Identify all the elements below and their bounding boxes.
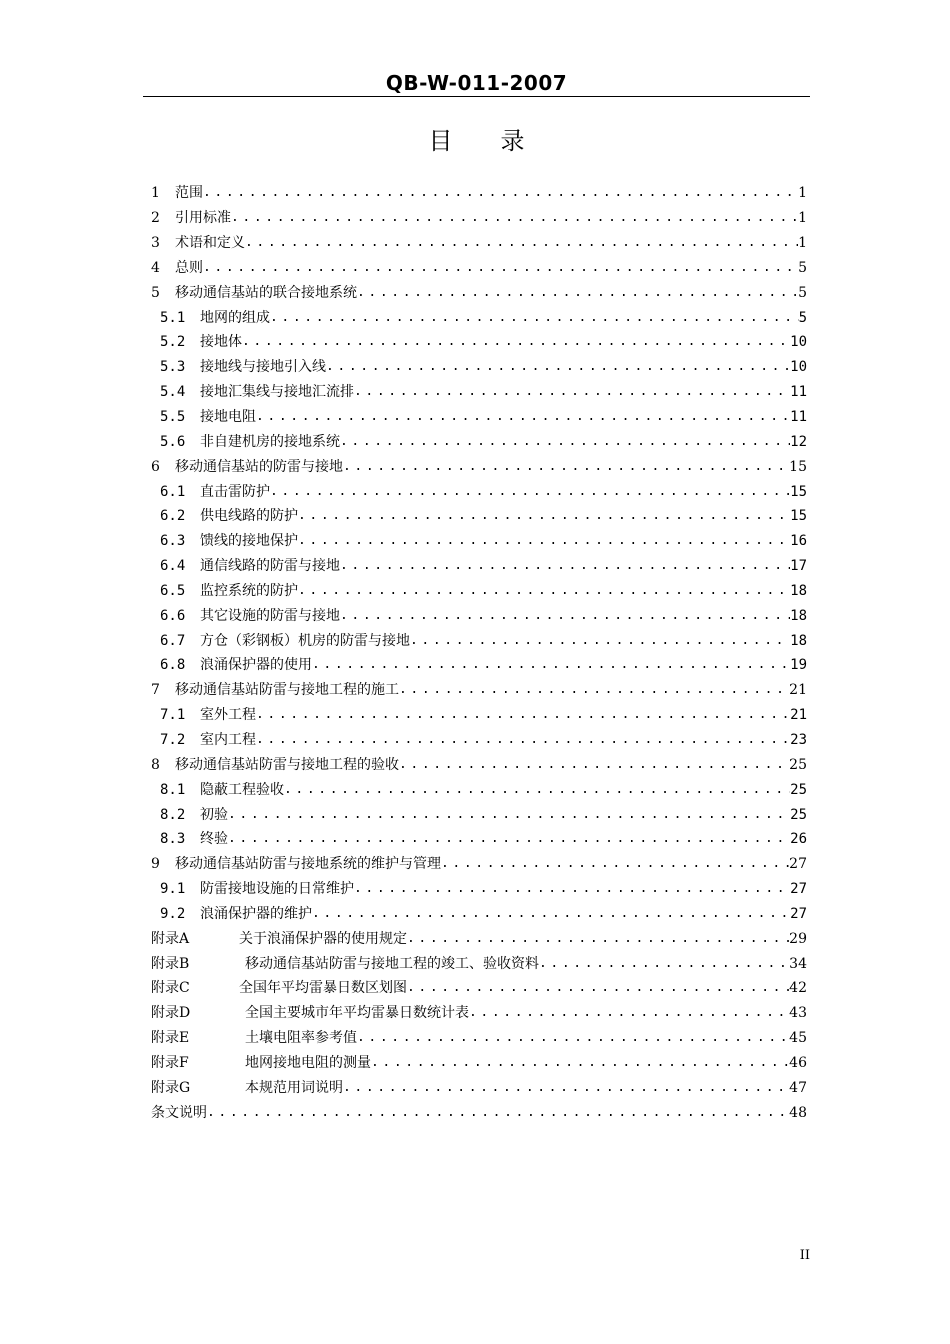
toc-entry-number: 附录C [151,980,190,997]
toc-entry-number: 附录A [151,930,190,947]
toc-dot-leader [256,706,790,724]
toc-entry-page: 45 [789,1030,807,1047]
toc-entry-page: 1 [798,235,807,252]
toc-entry-label: 接地体 [200,334,242,351]
toc-dot-leader [256,408,790,426]
toc-dot-leader [410,632,790,650]
toc-entry-number: 7.1 [160,707,186,724]
toc-entry-label: 浪涌保护器的使用 [200,657,312,674]
toc-entry-label: 地网的组成 [200,309,270,326]
toc-dot-leader [371,1054,789,1072]
toc-entry-number: 2 [151,210,160,227]
toc-dot-leader [354,880,790,898]
toc-entry-page: 21 [789,682,807,699]
toc-dot-leader [231,209,798,227]
toc-entry-number: 6.4 [160,558,186,575]
toc-entry-page: 48 [789,1104,807,1121]
toc-dot-leader [228,830,790,848]
toc-entry-number: 5.5 [160,409,186,426]
toc-entry-label: 全国年平均雷暴日数区划图 [239,980,407,997]
toc-title: 目 录 [428,127,525,155]
toc-entry-label: 室外工程 [200,707,256,724]
toc-entry[interactable] [151,479,807,504]
toc-dot-leader [207,1104,789,1122]
toc-entry[interactable] [151,554,807,579]
toc-entry[interactable] [151,231,807,256]
toc-dot-leader [340,433,790,451]
toc-entry-label: 关于浪涌保护器的使用规定 [239,930,407,947]
toc-entry-number: 5 [151,284,160,301]
toc-dot-leader [343,458,789,476]
toc-dot-leader [242,333,790,351]
toc-entry-label: 移动通信基站防雷与接地系统的维护与管理 [175,856,441,873]
toc-entry-page: 27 [790,905,807,922]
toc-dot-leader [298,532,790,550]
toc-dot-leader [298,507,790,525]
toc-entry-page: 18 [790,632,807,649]
toc-entry-number: 9 [151,856,160,873]
toc-entry[interactable] [151,752,807,777]
toc-entry-label: 移动通信基站的防雷与接地 [175,458,343,475]
toc-entry-page: 34 [789,955,807,972]
toc-dot-leader [469,1004,789,1022]
toc-entry-label: 范围 [175,185,203,202]
toc-entry-page: 5 [798,309,807,326]
toc-entry-number: 8.2 [160,806,186,823]
toc-entry[interactable] [151,703,807,728]
toc-entry-page: 5 [798,259,807,276]
toc-entry-number: 3 [151,235,160,252]
toc-dot-leader [441,855,789,873]
toc-entry[interactable] [151,926,807,951]
toc-entry[interactable] [151,603,807,628]
toc-entry-page: 10 [790,359,807,376]
toc-entry-page: 25 [790,806,807,823]
header-rule [143,96,810,97]
toc-entry-number: 6.7 [160,632,186,649]
toc-entry-number: 9.1 [160,881,186,898]
toc-entry[interactable] [151,653,807,678]
toc-entry-number: 1 [151,185,160,202]
toc-entry-page: 27 [789,856,807,873]
toc-entry[interactable] [151,777,807,802]
toc-entry-number: 附录G [151,1079,191,1096]
toc-entry-page: 12 [790,433,807,450]
toc-entry-label: 直击雷防护 [200,483,270,500]
toc-dot-leader [399,681,789,699]
toc-entry-page: 5 [798,284,807,301]
toc-entry-page: 15 [790,483,807,500]
toc-entry-number: 6.1 [160,483,186,500]
toc-entry-label: 非自建机房的接地系统 [200,433,340,450]
toc-entry-label: 通信线路的防雷与接地 [200,558,340,575]
toc-entry[interactable] [151,504,807,529]
toc-entry[interactable] [151,802,807,827]
toc-dot-leader [203,184,798,202]
toc-entry[interactable] [151,1051,807,1076]
toc-entry[interactable] [151,877,807,902]
toc-entry-page: 16 [790,533,807,550]
toc-entry-number: 6.5 [160,582,186,599]
toc-dot-leader [312,656,790,674]
toc-entry-label: 浪涌保护器的维护 [200,905,312,922]
toc-entry-page: 17 [790,558,807,575]
toc-entry-number: 6.6 [160,607,186,624]
toc-entry-label: 移动通信基站的联合接地系统 [175,284,357,301]
toc-dot-leader [270,309,799,327]
toc-dot-leader [343,1079,789,1097]
toc-entry-page: 1 [798,210,807,227]
toc-entry-label: 引用标准 [175,210,231,227]
toc-entry-label: 条文说明 [151,1104,207,1121]
toc-entry-label: 供电线路的防护 [200,508,298,525]
toc-entry-label: 移动通信基站防雷与接地工程的验收 [175,756,399,773]
toc-entry-page: 11 [790,384,807,401]
toc-entry-number: 9.2 [160,905,186,922]
toc-entry[interactable] [151,728,807,753]
toc-entry-page: 27 [790,881,807,898]
toc-entry[interactable] [151,405,807,430]
toc-entry-number: 8 [151,756,160,773]
toc-entry-label: 接地线与接地引入线 [200,359,326,376]
toc-entry[interactable] [151,280,807,305]
toc-entry-label: 其它设施的防雷与接地 [200,607,340,624]
toc-entry-page: 11 [790,409,807,426]
toc-entry-label: 本规范用词说明 [245,1079,343,1096]
toc-dot-leader [399,756,789,774]
toc-entry-number: 附录D [151,1005,191,1022]
toc-entry-page: 19 [790,657,807,674]
toc-dot-leader [312,905,790,923]
toc-entry[interactable] [151,256,807,281]
toc-dot-leader [284,781,790,799]
toc-entry-number: 8.1 [160,781,186,798]
toc-entry-label: 地网接地电阻的测量 [245,1054,371,1071]
toc-entry-label: 初验 [200,806,228,823]
toc-entry[interactable] [151,454,807,479]
toc-dot-leader [357,1029,789,1047]
toc-entry-number: 6.2 [160,508,186,525]
toc-dot-leader [298,582,790,600]
toc-entry-number: 附录E [151,1030,190,1047]
toc-entry-label: 室内工程 [200,731,256,748]
toc-entry-page: 1 [798,185,807,202]
toc-entry-page: 29 [789,930,807,947]
toc-dot-leader [407,930,789,948]
toc-entry-page: 47 [789,1079,807,1096]
toc-dot-leader [539,955,789,973]
page-number: II [799,1248,810,1263]
toc-dot-leader [256,731,790,749]
toc-dot-leader [270,483,790,501]
toc-entry[interactable] [151,1001,807,1026]
toc-entry-page: 46 [789,1054,807,1071]
toc-dot-leader [326,358,790,376]
toc-entry[interactable] [151,901,807,926]
toc-entry-page: 26 [790,831,807,848]
toc-entry-page: 25 [790,781,807,798]
toc-entry[interactable] [151,181,807,206]
toc-entry[interactable] [151,951,807,976]
toc-entry-page: 23 [790,731,807,748]
toc-entry-page: 15 [789,458,807,475]
toc-dot-leader [203,259,798,277]
toc-entry-label: 接地电阻 [200,409,256,426]
toc-dot-leader [245,234,798,252]
toc-entry-label: 监控系统的防护 [200,582,298,599]
toc-entry[interactable] [151,827,807,852]
toc-entry[interactable] [151,1026,807,1051]
toc-entry[interactable] [151,330,807,355]
toc-entry-number: 7 [151,682,160,699]
toc-entry-number: 附录F [151,1054,189,1071]
toc-dot-leader [340,557,790,575]
toc-entry[interactable] [151,380,807,405]
toc-entry-label: 全国主要城市年平均雷暴日数统计表 [245,1005,469,1022]
toc-dot-leader [357,284,798,302]
toc-entry-page: 25 [789,756,807,773]
toc-entry-label: 土壤电阻率参考值 [245,1030,357,1047]
toc-entry[interactable] [151,852,807,877]
toc-dot-leader [354,383,790,401]
document-code: QB-W-011-2007 [385,71,568,95]
toc-entry-label: 隐蔽工程验收 [200,781,284,798]
toc-entry[interactable] [151,1075,807,1100]
toc-entry-label: 馈线的接地保护 [200,533,298,550]
toc-entry-number: 8.3 [160,831,186,848]
toc-entry-number: 6.3 [160,533,186,550]
toc-entry-number: 5.3 [160,359,186,376]
toc-entry-page: 18 [790,607,807,624]
toc-entry[interactable] [151,1100,807,1125]
toc-entry-number: 7.2 [160,731,186,748]
toc-entry-label: 移动通信基站防雷与接地工程的竣工、验收资料 [245,955,539,972]
toc-entry-page: 43 [789,1005,807,1022]
toc-entry-page: 42 [789,980,807,997]
toc-entry-label: 总则 [175,259,203,276]
toc-entry-number: 附录B [151,955,190,972]
toc-entry[interactable] [151,429,807,454]
toc-dot-leader [340,607,790,625]
table-of-contents [151,181,807,1125]
toc-entry[interactable] [151,628,807,653]
toc-entry-number: 6.8 [160,657,186,674]
toc-entry-label: 方仓（彩钢板）机房的防雷与接地 [200,632,410,649]
toc-entry-label: 终验 [200,831,228,848]
toc-entry[interactable] [151,678,807,703]
toc-entry[interactable] [151,355,807,380]
toc-entry-page: 15 [790,508,807,525]
toc-entry-label: 术语和定义 [175,235,245,252]
toc-entry-number: 5.6 [160,433,186,450]
toc-entry-number: 5.2 [160,334,186,351]
toc-entry[interactable] [151,305,807,330]
toc-entry-number: 4 [151,259,160,276]
toc-entry-page: 10 [790,334,807,351]
toc-entry[interactable] [151,976,807,1001]
toc-entry-label: 移动通信基站防雷与接地工程的施工 [175,682,399,699]
toc-entry-number: 5.1 [160,309,186,326]
toc-entry-page: 18 [790,582,807,599]
toc-entry-number: 6 [151,458,160,475]
toc-dot-leader [407,979,789,997]
toc-entry-label: 接地汇集线与接地汇流排 [200,384,354,401]
toc-entry[interactable] [151,206,807,231]
toc-dot-leader [228,806,790,824]
toc-entry[interactable] [151,529,807,554]
toc-entry-number: 5.4 [160,384,186,401]
toc-entry-page: 21 [790,707,807,724]
toc-entry[interactable] [151,579,807,604]
toc-entry-label: 防雷接地设施的日常维护 [200,881,354,898]
